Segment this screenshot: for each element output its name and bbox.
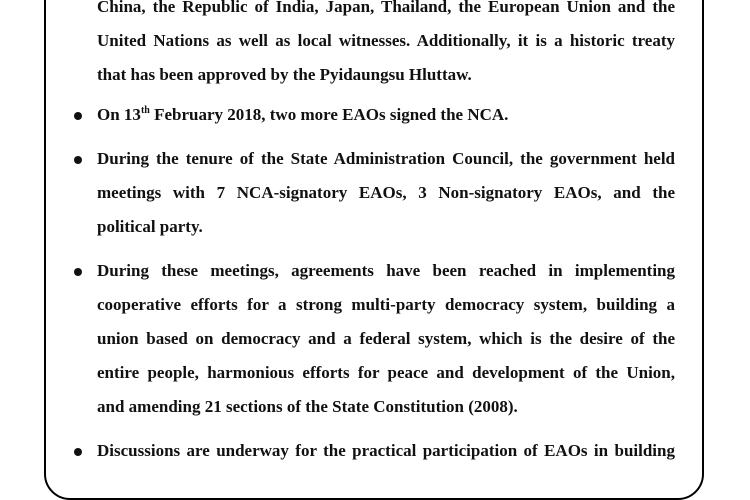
bullet-3-line-1: During these meetings, agreements have been reached in implementing (97, 261, 675, 280)
bullet-1-superscript: th (140, 105, 150, 116)
bullet-3-line-4: entire people, harmonious efforts for peace and development of the Union, (97, 363, 675, 382)
intro-line-2: United Nations as well as local witnesses. Additionally, it is a historic treaty (97, 31, 675, 50)
bullet-3-line-3: union based on democracy and a federal system, which is the desire of the (97, 329, 675, 348)
bullet-marker-1 (74, 112, 82, 120)
bullet-marker-4 (74, 448, 82, 456)
bullet-1-suffix: February 2018, two more EAOs signed the NCA. (149, 105, 509, 124)
bullet-2-line-2: meetings with 7 NCA-signatory EAOs, 3 Non-signatory EAOs, and the (97, 183, 675, 202)
bullet-3-line-5: and amending 21 sections of the State Constitution (2008). (97, 397, 518, 416)
bullet-1-text (97, 105, 675, 125)
bullet-marker-2 (74, 156, 82, 164)
bullet-marker-3 (74, 268, 82, 276)
bullet-2-line-3: political party. (97, 217, 203, 236)
bullet-1-prefix: On 13 (97, 105, 141, 124)
bullet-3-line-2: cooperative efforts for a strong multi-party democracy system, building a (97, 295, 675, 314)
intro-line-1: China, the Republic of India, Japan, Thailand, the European Union and the (97, 0, 675, 16)
intro-line-3: that has been approved by the Pyidaungsu Hluttaw. (97, 65, 472, 84)
bullet-2-line-1: During the tenure of the State Administration Council, the government held (97, 149, 675, 168)
bullet-4-line-1: Discussions are underway for the practical participation of EAOs in building (97, 441, 675, 460)
